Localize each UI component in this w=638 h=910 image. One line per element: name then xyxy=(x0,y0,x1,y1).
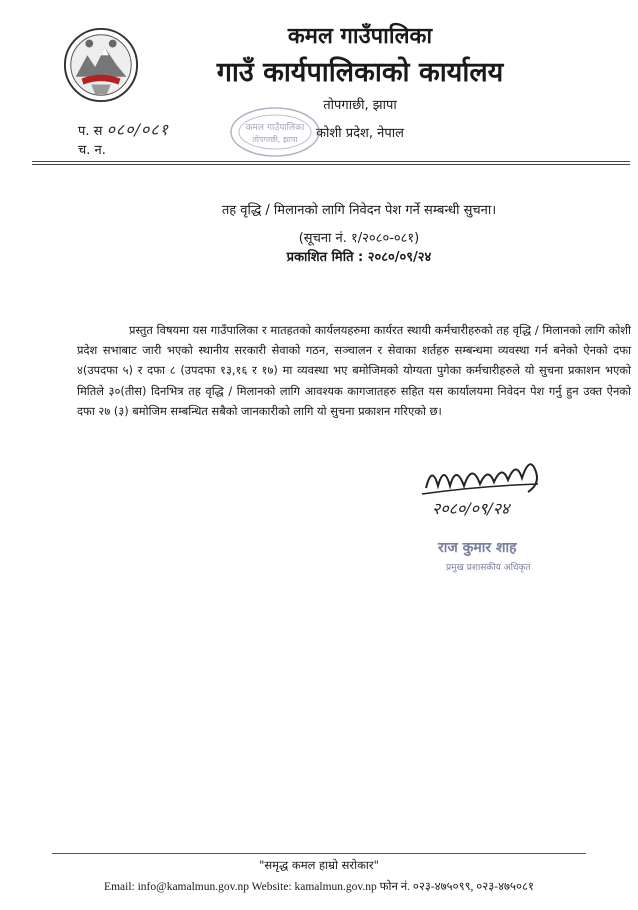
signatory-title-stamp: प्रमुख प्रशासकीय अधिकृत xyxy=(446,563,531,573)
office-seal-stamp xyxy=(225,102,325,162)
svg-text:तोपगाछी, झापा: तोपगाछी, झापा xyxy=(252,135,298,144)
svg-text:कमल गाउँपालिका: कमल गाउँपालिका xyxy=(245,123,305,133)
letter-reference xyxy=(78,118,169,140)
chalani-label: च. न. xyxy=(78,143,106,158)
notice-body xyxy=(77,320,631,421)
office-province: कोशी प्रदेश, नेपाल xyxy=(316,126,404,141)
footer-motto: "समृद्ध कमल हाम्रो सरोकार" xyxy=(259,858,379,872)
patra-label: प. स xyxy=(78,124,103,139)
notice-paragraph: प्रस्तुत विषयमा यस गाउँपालिका र मातहतको कार्यलयहरुमा कार्यरत स्थायी कर्मचारीहरुको तह वृद्धि / मिलानको लागि कोशी प्रदेश सभाबाट जारी भएको स्थानीय सरकारी सेवाको गठन, सञ्चालन र सेवाका शर्तहरु सम्बन्धमा व्यवस्था गर्न बनेको ऐनको दफा ४(उपदफा ५) र दफा ८ (उपदफा १३,१६ र १७) मा व्यवस्था भए बमोजिमको योग्यता पुगेका कर्मचारीहरुले यो सुचना प्रकाशन भएको मितिले ३०(तीस) दिनभित्र तह वृद्धि / मिलानको लागि आवश्यक कागजातहरु सहित यस कार्यालयमा निवेदन पेश गर्नु हुन उक्त ऐनको दफा २७ (३) बमोजिम सम्बन्धित सबैको जानकारीको लागि यो सुचना प्रकाशन गरिएको छ। xyxy=(77,323,631,418)
municipality-name: कमल गाउँपालिका xyxy=(287,24,433,49)
header-divider-double xyxy=(32,164,630,165)
office-title: गाउँ कार्यपालिकाको कार्यालय xyxy=(216,57,504,88)
official-signature xyxy=(418,456,563,586)
notice-subject: तह वृद्धि / मिलानको लागि निवेदन पेश गर्ने सम्बन्धी सुचना। xyxy=(221,203,497,218)
office-address: तोपगाछी, झापा xyxy=(323,98,397,113)
footer-divider xyxy=(52,853,586,854)
signature-date: २०८०/०९/२४ xyxy=(432,499,510,518)
nepal-emblem-icon xyxy=(62,26,140,104)
published-date: प्रकाशित मिति : २०८०/०९/२४ xyxy=(286,250,432,265)
patra-value: ०८०/०८१ xyxy=(106,120,169,139)
header-divider xyxy=(32,161,630,162)
footer-contact: Email: info@kamalmun.gov.np Website: kamalmun.gov.np फोन नं. ०२३-४७५०९९, ०२३-४७५०८१ xyxy=(104,881,534,893)
signatory-name-stamp: राज कुमार शाह xyxy=(438,540,517,556)
notice-number: (सूचना नं. १/२०८०-०८१) xyxy=(298,231,420,246)
